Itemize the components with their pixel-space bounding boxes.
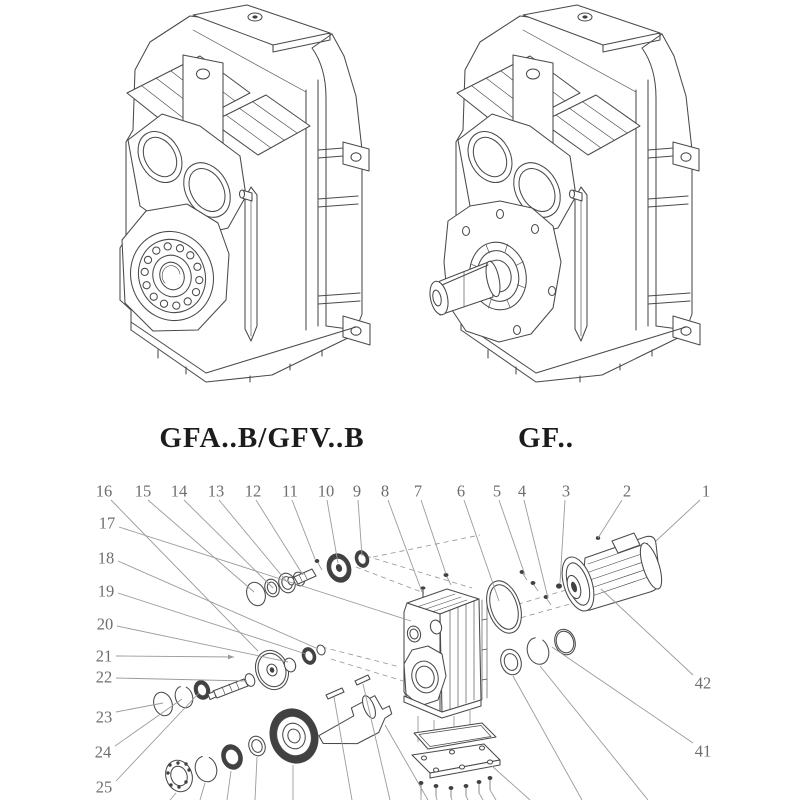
leader-line-11: [292, 500, 315, 559]
callout-number-8: 8: [380, 481, 390, 501]
leader-line-16: [111, 500, 258, 651]
leader-line-9: [358, 500, 362, 556]
callout-number-25: 25: [95, 777, 113, 797]
callout-number-10: 10: [317, 481, 335, 501]
leader-line-1: [656, 500, 700, 541]
leader-line-10: [327, 500, 338, 563]
callout-number-1: 1: [701, 481, 711, 501]
callout-number-20: 20: [96, 614, 114, 634]
leader-line-21: [116, 656, 234, 657]
leader-line-42: [601, 589, 693, 675]
callout-number-6: 6: [456, 481, 466, 501]
callout-number-23: 23: [95, 707, 113, 727]
model-label-right: GF..: [517, 422, 575, 454]
model-label-left: GFA..B/GFV..B: [159, 422, 365, 454]
motor: [556, 533, 666, 615]
callout-number-42: 42: [694, 673, 712, 693]
callout-number-14: 14: [170, 481, 188, 501]
leader-line-17: [119, 527, 411, 621]
callout-number-21: 21: [95, 646, 113, 666]
callout-number-17: 17: [98, 513, 116, 533]
callout-number-24: 24: [94, 742, 112, 762]
leader-arrowhead-21: [228, 655, 234, 660]
leader-line-4: [524, 500, 548, 598]
callout-number-19: 19: [97, 581, 115, 601]
leader-line-8: [388, 500, 422, 592]
housing: [404, 573, 487, 747]
callout-layer: [95, 482, 712, 797]
callout-number-7: 7: [413, 481, 423, 501]
leader-line-2: [598, 500, 622, 538]
callout-number-41: 41: [694, 741, 712, 761]
callout-number-11: 11: [282, 481, 298, 501]
output-shaft-flange: [427, 201, 561, 342]
leader-line-41: [552, 647, 693, 743]
callout-number-3: 3: [561, 481, 571, 501]
callout-number-5: 5: [492, 481, 502, 501]
leader-line-7: [421, 500, 446, 574]
callout-number-22: 22: [95, 667, 113, 687]
callout-number-16: 16: [95, 481, 113, 501]
callout-number-9: 9: [352, 481, 362, 501]
callout-number-4: 4: [517, 481, 527, 501]
leader-line-22: [116, 678, 247, 681]
callout-number-12: 12: [244, 481, 262, 501]
callout-number-13: 13: [207, 481, 225, 501]
exploded-view: [95, 482, 712, 800]
leader-line-14: [184, 500, 273, 588]
leader-line-15: [148, 500, 254, 592]
callout-number-2: 2: [622, 481, 632, 501]
gearbox-drawing-shaft-mounted: [118, 5, 370, 382]
callout-number-15: 15: [134, 481, 152, 501]
leader-line-6: [464, 500, 499, 601]
cover-bolts: [419, 776, 493, 797]
leader-line-5: [499, 500, 525, 575]
callout-number-18: 18: [97, 548, 115, 568]
gearbox-drawing-solid-shaft: [427, 5, 700, 382]
cover-plate-parts: [412, 723, 500, 797]
